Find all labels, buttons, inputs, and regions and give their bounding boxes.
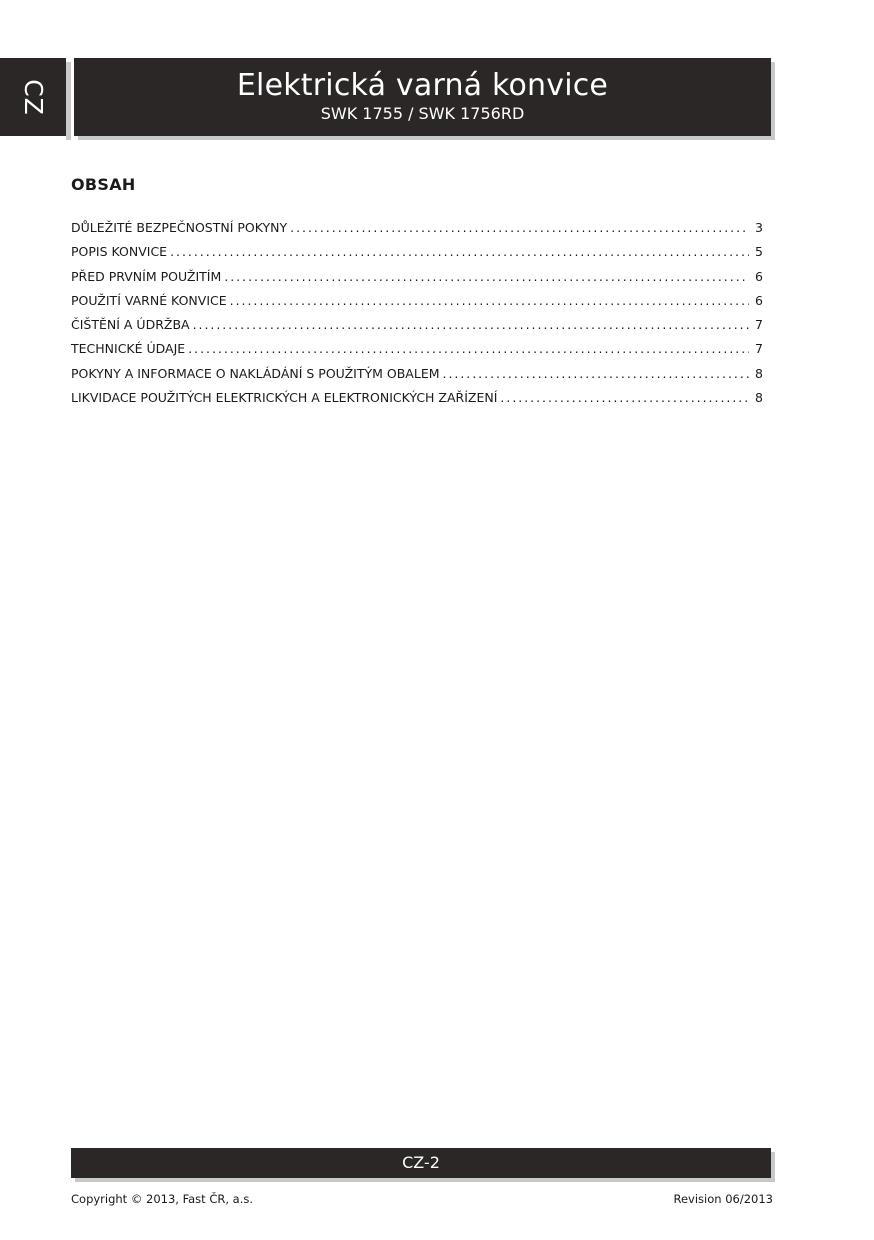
toc-item[interactable] [71,313,763,337]
toc-item-label: POKYNY A INFORMACE O NAKLÁDÁNÍ S POUŽITÝM OBALEM [71,365,440,381]
toc-item-label: ČIŠTĚNÍ A ÚDRŽBA [71,317,190,333]
toc-item-page: 8 [755,365,763,381]
toc-heading: OBSAH [71,175,136,194]
toc-item[interactable] [71,216,763,240]
page-title: Elektrická varná konvice [236,68,609,103]
toc-item-page: 7 [755,317,763,333]
toc-item-label: DŮLEŽITÉ BEZPEČNOSTNÍ POKYNY [71,220,288,235]
toc-dot-leader [193,313,749,337]
toc-item[interactable] [71,240,763,264]
toc-dot-leader [443,362,750,386]
toc-item[interactable] [71,289,763,313]
footer-page-bar [71,1148,771,1178]
toc-item-page: 7 [755,341,763,357]
header-shadow [78,136,775,140]
toc-dot-leader [290,216,749,240]
toc-item-page: 6 [755,292,763,308]
page-subtitle: SWK 1755 / SWK 1756RD [320,104,525,123]
toc-item-page: 5 [755,244,763,260]
toc-item[interactable] [71,337,763,361]
toc-item[interactable] [71,386,763,410]
toc-item-label: LIKVIDACE POUŽITÝCH ELEKTRICKÝCH A ELEKTRONICKÝCH ZAŘÍZENÍ [71,390,498,406]
language-tab-shadow [66,62,71,140]
toc-item-label: PŘED PRVNÍM POUŽITÍM [71,268,222,284]
header-bar [74,58,771,136]
toc-dot-leader [170,240,749,264]
footer-shadow [75,1178,775,1182]
language-tab [0,58,66,136]
toc-item-page: 3 [755,220,763,235]
footer-right-shadow [771,1152,775,1182]
toc-item-label: TECHNICKÉ ÚDAJE [71,341,186,357]
toc-dot-leader [230,289,749,313]
toc-item-label: POUŽITÍ VARNÉ KONVICE [71,292,227,308]
toc-dot-leader [500,386,749,410]
table-of-contents [71,216,763,410]
revision-text: Revision 06/2013 [673,1192,773,1206]
copyright-text: Copyright © 2013, Fast ČR, a.s. [71,1192,254,1206]
toc-item[interactable] [71,265,763,289]
toc-dot-leader [224,265,749,289]
language-tab-label: CZ [18,78,48,116]
toc-item[interactable] [71,362,763,386]
toc-item-label: POPIS KONVICE [71,244,168,260]
toc-item-page: 6 [755,268,763,284]
header-right-shadow [771,62,775,140]
toc-item-page: 8 [755,390,763,406]
toc-dot-leader [188,337,749,361]
page-number: CZ-2 [402,1153,440,1172]
